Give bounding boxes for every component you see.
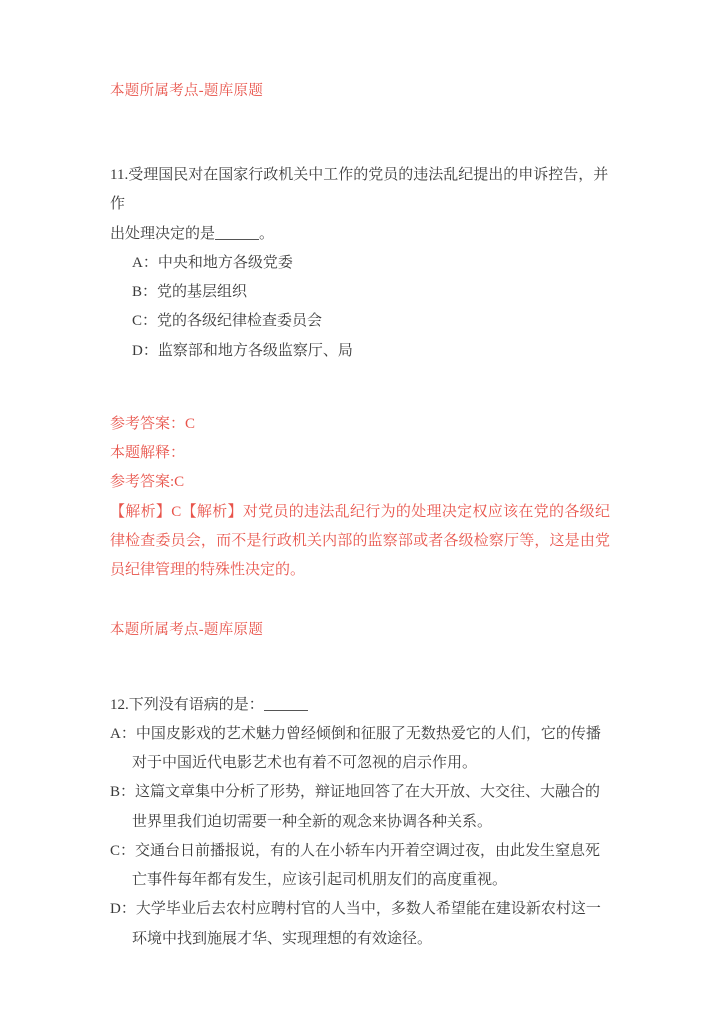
question-11-option-b: B：党的基层组织 xyxy=(132,284,248,301)
top-spacer xyxy=(110,0,610,80)
question-12-option-a: A：中国皮影戏的艺术魅力曾经倾倒和征服了无数热爱它的人们，它的传播对于中国近代电影艺术也有着不可忽视的启示作用。 xyxy=(110,725,601,772)
question-12-block xyxy=(110,691,610,954)
question-11-option-a: A：中央和地方各级党委 xyxy=(132,254,293,271)
question-12-option-b: B：这篇文章集中分析了形势，辩证地回答了在大开放、大交往、大融合的世界里我们迫切需要一种全新的观念来协调各种关系。 xyxy=(110,784,601,830)
question-11-stem-end: 。 xyxy=(259,225,275,242)
question-12-stem xyxy=(110,691,610,720)
question-11-answer-repeat: 参考答案:C xyxy=(110,474,185,491)
question-12-option-d: D：大学毕业后去农村应聘村官的人当中，多数人希望能在建设新农村这一环境中找到施展才华、实现理想的有效途径。 xyxy=(110,901,601,947)
gap-before-answer xyxy=(110,366,610,410)
question-11-answer: 参考答案：C xyxy=(110,415,196,432)
question-12-stem-text: 12.下列没有语病的是： xyxy=(110,696,264,713)
question-12-answer-blank xyxy=(264,710,308,711)
question-11-option-d: D：监察部和地方各级监察厅、局 xyxy=(132,342,353,359)
gap-before-question-12 xyxy=(110,643,610,691)
knowledge-point-note-bottom: 本题所属考点-题库原题 xyxy=(110,622,264,639)
answer-blank xyxy=(215,239,259,240)
question-11-stem-prefix: 11.受理国民对在国家行政机关中工作的党员的违法乱纪提出的申诉控告，并作 xyxy=(110,167,609,213)
question-12-option-c: C：交通台日前播报说，有的人在小轿车内开着空调过夜，由此发生窒息死亡事件每年都有发生，应该引起司机朋友们的高度重视。 xyxy=(110,842,601,889)
gap-before-bottom-note xyxy=(110,585,610,619)
question-11-stem-second-line xyxy=(110,220,610,249)
gap-after-top-note xyxy=(110,103,610,161)
question-11-analysis-label: 本题解释： xyxy=(110,445,186,462)
knowledge-point-note-top: 本题所属考点-题库原题 xyxy=(110,83,264,99)
question-11-analysis-text: 【解析】C【解析】对党员的违法乱纪行为的处理决定权应该在党的各级纪律检查委员会，而不是行政机关内部的监察部或者各级检察厅等，这是由党员纪律管理的特殊性决定的。 xyxy=(110,503,610,579)
question-11-block xyxy=(110,161,610,366)
question-11-option-c: C：党的各级纪律检查委员会 xyxy=(132,313,323,330)
question-11-stem-suffix: 出处理决定的是 xyxy=(110,225,216,242)
question-11-stem xyxy=(110,161,610,220)
